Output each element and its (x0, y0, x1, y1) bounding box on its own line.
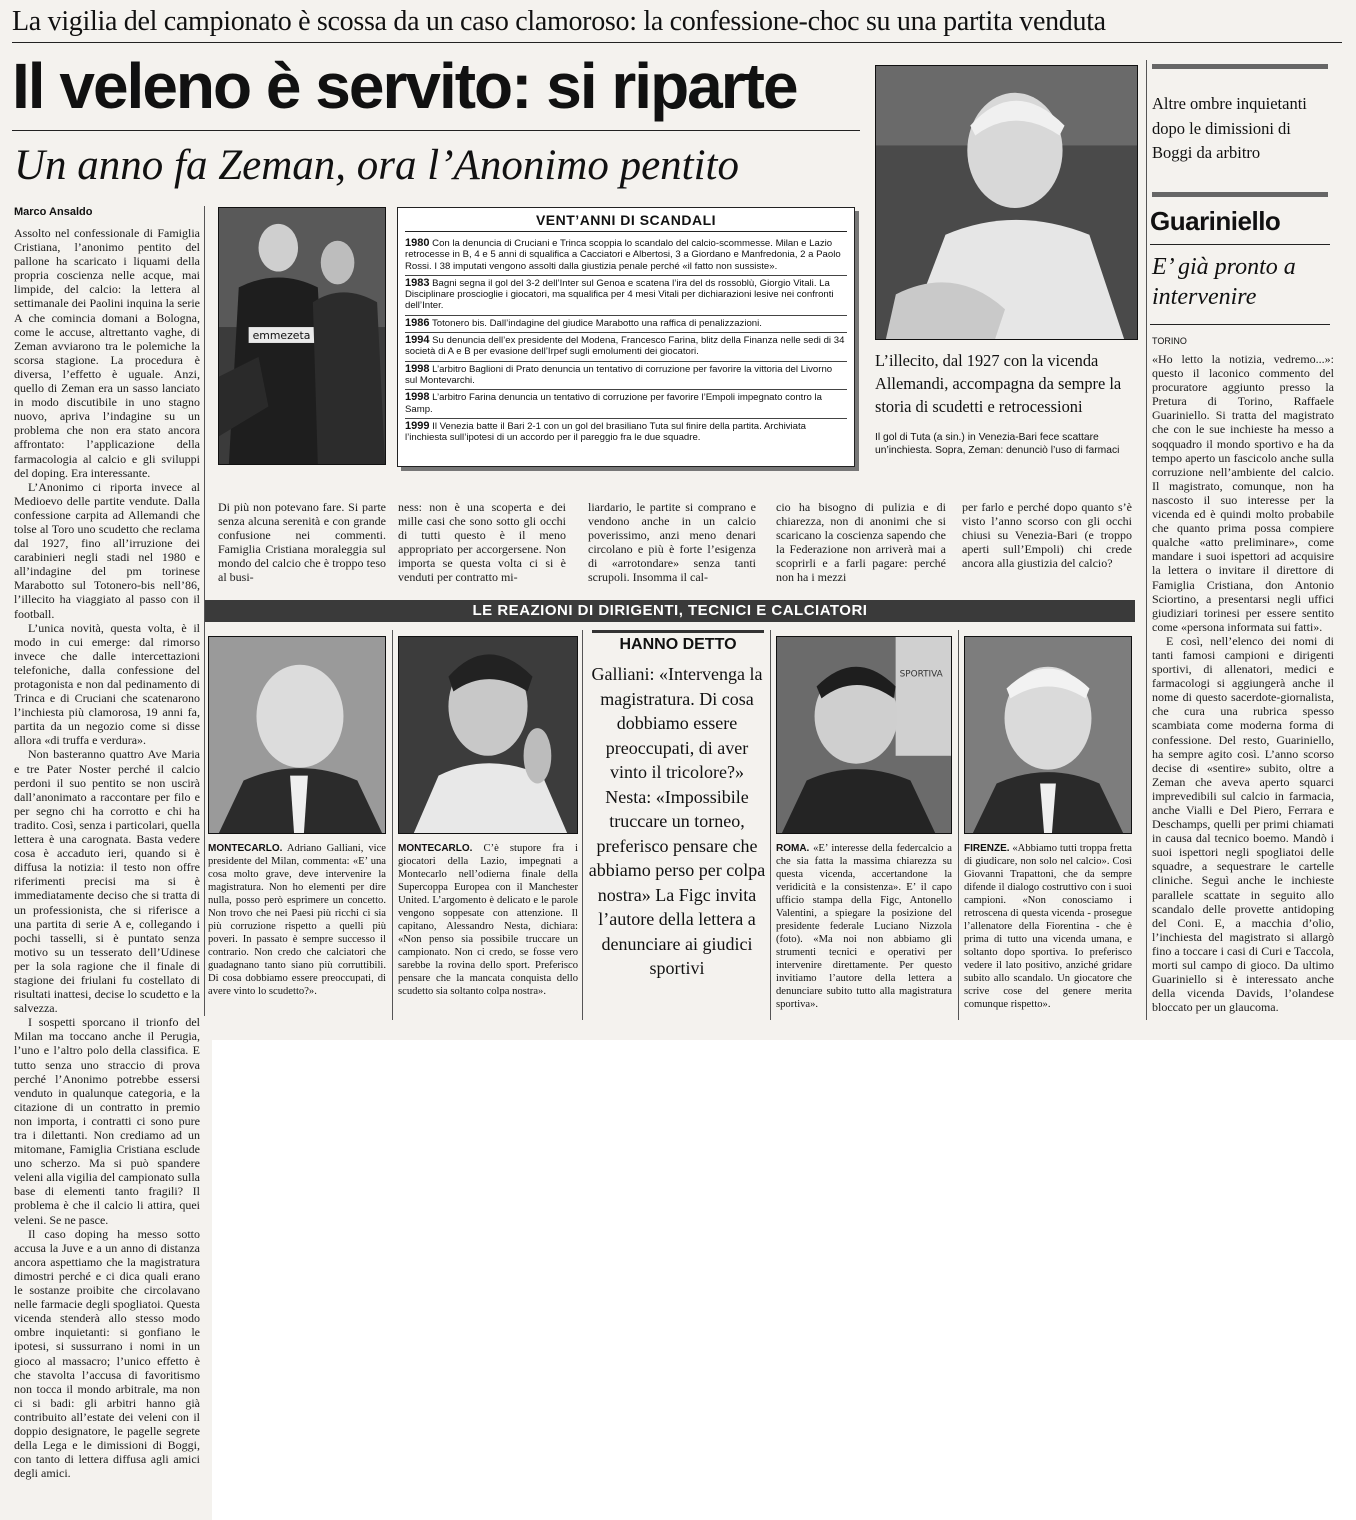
reaction-dateline: MONTECARLO. (398, 843, 473, 854)
timeline-text: Il Venezia batte il Bari 2-1 con un gol del brasiliano Tuta sul finire della partita. Archiviata l’inchiesta sull’ipotesi di un accordo per il pareggio fra le due squadre. (405, 420, 806, 444)
nesta-photo (398, 636, 578, 834)
football-players-photo (218, 207, 386, 465)
article-paragraph: I sospetti sporcano il trionfo del Milan ma toccano anche il Perugia, l’uno e l’altro polo della classifica. E tutto senza uno straccio di prova perché l’Anonimo potrebbe essersi venduto in qualunque categoria, e la citazione di un contratto in premio non importa, i contratti ci sono pure tra i dilettanti. Non crediamo ad un mitomane, Famiglia Cristiana esclude uno scherzo. Ma si può spandere veleni alla vigilia del campionato sulla base di elementi tanto fragili? Il problema è che il calcio li attira, quei veleni. Se ne pasce. (14, 1015, 200, 1227)
article-paragraph: Non basteranno quattro Ave Maria e tre Pater Noster perché il calcio perdoni il suo pentito se non uscirà dall’anonimato a raccontare per filo e per segno chi ha corrotto e chi ha tradito. Così, senza i particolari, quella lettera è una carognata. Basta vedere cosa è accaduto ieri, quando si è diffusa la notizia: il testo non offre riferimenti precisi ma si è immediatamente deciso che si tratta di un professionista, che si riferisce a una partita di serie A e, collegando i pochi tasselli, si è puntato senza motivo su un tesserato dell’Udinese per la sola ragione che il finale di stagione dei friulani fu costellato di risultati inattesi, decise lo scudetto e la salvezza. (14, 747, 200, 1016)
sidebar-subtitle-rule (1150, 324, 1330, 325)
hanno-detto-bar (592, 630, 764, 633)
timeline-item (405, 362, 847, 391)
main-article-column (14, 226, 200, 1516)
article-continuation-col: Di più non potevano fare. Si parte senza alcuna serenità e con grande confusione nei commenti. Famiglia Cristiana moraleggia sul mondo del calcio che è troppo teso al busi- (218, 500, 386, 585)
headline-rule (12, 130, 860, 131)
timeline-text: Bagni segna il gol del 3-2 dell’Inter sul Genoa e scatena l’ira del ds rossoblù, Giorgio Vitali. La Disciplinare proscioglie i giocatori, ma squalifica per 4 mesi Vitali per dichiarazioni lesive nei confronti dell’Inter. (405, 277, 834, 312)
article-continuation-col: per farlo e perché dopo quanto s’è visto l’anno scorso con gli occhi chiusi su Venezia-Bari (e troppo aperti sull’Empoli) chi crede ancora alla giustizia del calcio? (962, 500, 1132, 571)
sidebar-subtitle: E’ già pronto a intervenire (1152, 254, 1296, 310)
reaction-dateline: ROMA. (776, 843, 810, 854)
article-paragraph: Assolto nel confessionale di Famiglia Cristiana, l’anonimo pentito del pallone ha scaricato i liquami della propria coscienza nelle acque, mai limpide, del calcio: la lettera al settimanale dei Paolini inquina la serie A che comincia domani a Bologna, come le accuse, altrettanto vaghe, di Zeman avviarono tra le polemiche la scorsa stagione. La procedura è diversa, l’effetto è uguale. Anzi, quello di Zeman era un sasso lanciato in modo discutibile in uno stagno nuovo, apriva l’indagine su un problema che non era stato ancora affrontato: l’applicazione della farmacologia al calcio e gli sviluppi del doping. Era interessante. (14, 226, 200, 480)
firenze-reaction (964, 842, 1132, 1011)
timeline-year: 1998 (405, 391, 430, 404)
article-continuation-col: ness: non è una scoperta e dei mille casi che sono sotto gli occhi di tutti questo è il meno appropriato per accorgersene. Non importa se questa volta ci si è venduti per contratto mi- (398, 500, 566, 585)
hanno-detto-title: HANNO DETTO (619, 636, 737, 653)
timeline-text: Su denuncia dell’ex presidente del Modena, Francesco Farina, blitz della Finanza nelle sedi di 34 società di A e B per evasione dell’Irpef sugli emolumenti dei giocatori. (405, 335, 845, 358)
column-divider (958, 630, 959, 1020)
article-paragraph: L’Anonimo ci riporta invece al Medioevo delle partite vendute. Dalla confessione carpita ad Allemandi che tolse al Toro uno scudetto che reclama dal 1927, fino all’irruzione dei carabinieri negli stadi nel 1980 e all’indagine del pm torinese Marabotto sul Totonero-bis nell’86, l’illecito ha viaggiato al passo con il football. (14, 479, 200, 621)
article-continuation-col: cio ha bisogno di pulizia e di chiarezza, non di anonimi che si scaricano la coscienza sapendo che la Federazione non arriverà mai a scoprirli e a farli pagare: perché non ha i mezzi (776, 500, 946, 585)
nesta-reaction (398, 842, 578, 998)
kicker-rule (12, 42, 1342, 43)
sidebar-dateline: TORINO (1152, 336, 1187, 346)
zeman-caption-headline: L’illecito, dal 1927 con la vicenda Allemandi, accompagna da sempre la storia di scudetti e retrocessioni (875, 351, 1122, 416)
headline: Il veleno è servito: si riparte (12, 50, 797, 122)
photo-caption: Il gol di Tuta (a sin.) in Venezia-Bari fece scattare un’inchiesta. Sopra, Zeman: denunciò l’uso di farmaci (875, 432, 1120, 456)
nizzola-photo (776, 636, 952, 834)
subhead: Un anno fa Zeman, ora l’Anonimo pentito (14, 142, 739, 189)
galliani-photo (208, 636, 386, 834)
sidebar-top-bar (1152, 64, 1328, 69)
column-divider (392, 630, 393, 1020)
timeline-year: 1980 (405, 237, 430, 249)
sidebar-teaser: Altre ombre inquietanti dopo le dimissioni di Boggi da arbitro (1152, 94, 1307, 162)
article-paragraph: L’unica novità, questa volta, è il modo in cui emerge: dal rimorso invece che dalle intercettazioni telefoniche, dalla confessione del protagonista e non dal pedinamento di Trinca e di Cruciani che scatenarono l’inchiesta più clamorosa, 19 anni fa, partita da un negozio come si disse allora «di truffa e verdura». (14, 620, 200, 748)
zeman-photo (875, 65, 1138, 340)
timeline-year: 1994 (405, 334, 430, 347)
timeline-year: 1983 (405, 276, 430, 289)
timeline-item (405, 390, 847, 419)
sidebar-paragraph: E così, nell’elenco dei nomi di tanti famosi campioni e dirigenti sportivi, di allenatori, medici e farmacologi si aggiungerà anche il nome di questo sacerdote-giornalista, che cura una rubrica spesso scambiata come moderna forma di confessione. Del resto, Guariniello, ha sempre agito così. L’anno scorso decise di «sentire» subito, oltre a Zeman che aveva aperto squarci imprevedibili sul calcio in farmacia, anche Vialli e Del Piero, Ferrara e Deschamps, quelli per primi chiamati in causa dal tecnico boemo. Mandò i suoi ispettori negli spogliatoi delle squadre, a sequestrare le cartelle cliniche. Seguì anche le inchieste parallele scattate in seguito allo scandalo delle provette antidoping del Coni. E, a macchia d’olio, l’inchiesta del magistrato si allargò fino a toccare i casi di Curi e Taccola, morti sul campo di gioco. Da ultimo Guariniello si è interessato anche della vicenda Davids, l’olandese bloccato per un glaucoma. (1152, 633, 1334, 1015)
timeline-text: Con la denuncia di Cruciani e Trinca scoppia lo scandalo del calcio-scommesse. Milan e Lazio retrocesse in B, 4 e 5 anni di squalifica a Cacciatori e Albertosi, 3 a Giordano e Manfredonia, 2 a Paolo Rossi. I 38 imputati vengono assolti dalla giustizia penale perché «il fatto non sussiste». (405, 238, 841, 272)
timeline-year: 1999 (405, 419, 430, 432)
galliani-reaction (208, 842, 386, 998)
reaction-text: Adriano Galliani, vice presidente del Milan, commenta: «E’ una cosa molto grave, deve intervenire la magistratura. Non ho elementi per dire nulla, posso però esprimere un concetto. Non trovo che nei Paesi più ricchi ci sia più corruzione rispetto a quelli più poveri. In passato è sempre successo il contrario. Non credo che calciatori che guadagnano tanto siano più corruttibili. Di cosa dobbiamo essere preoccupati, di avere vinto lo scudetto?». (208, 843, 386, 997)
timeline-year: 1986 (405, 316, 430, 329)
reaction-text: «Abbiamo tutti troppa fretta di giudicare, non solo nel calcio». Così Giovanni Trapattoni, che da sempre difende il dialogo costruttivo con i suoi campioni. «Non conosciamo i retroscena di questa vicenda - prosegue l’allenatore della Fiorentina - che è prima di tutto una vicenda umana, e soltanto dopo sportiva. Io preferisco vedere il lato positivo, anziché gridare subito allo scandalo. Un giocatore che scrive cose del genere merita comunque rispetto». (964, 843, 1132, 1010)
scandals-box-title: VENT’ANNI DI SCANDALI (405, 212, 847, 232)
article-continuation-col: liardario, le partite si comprano e vendono anche in un calcio poverissimo, anzi meno denari circolano e più è forte l’esigenza di «arrotondare» senza tanti scrupoli. Insomma il cal- (588, 500, 756, 585)
timeline-item (405, 333, 847, 362)
timeline-year: 1998 (405, 362, 430, 375)
timeline-text: Totonero bis. Dall’indagine del giudice Marabotto una raffica di penalizzazioni. (431, 317, 762, 329)
byline: Marco Ansaldo (14, 206, 93, 218)
timeline-item (405, 316, 847, 333)
timeline-item (405, 276, 847, 316)
sidebar-divider (1146, 60, 1147, 1020)
timeline-item (405, 419, 847, 447)
reactions-banner: LE REAZIONI DI DIRIGENTI, TECNICI E CALCIATORI (205, 600, 1135, 622)
scandals-timeline-box (397, 207, 855, 467)
trapattoni-photo (964, 636, 1132, 834)
reaction-text: «E’ interesse della federcalcio a che sia fatta la massima chiarezza su questa vicenda, accertandone la veridicità e la consistenza». E’ il capo ufficio stampa della Figc, Antonello Valentini, a spiegare la posizione del presidente federale Luciano Nizzola (foto). «Ma noi non abbiamo gli strumenti tecnici e operativi per intervenire direttamente. Per questo invitiamo l’autore della lettera a denunciare subito tutto alla magistratura sportiva». (776, 843, 952, 1010)
timeline-item (405, 236, 847, 276)
column-divider (582, 630, 583, 1020)
sidebar-paragraph: «Ho letto la notizia, vedremo...»: questo il laconico commento del procuratore aggiunto presso la Pretura di Torino, Raffaele Guariniello. Si tratta del magistrato che con le sue inchieste ha messo a soqquadro il mondo sportivo e ha da tempo aperto un fascicolo anche sulla corruzione nell’ambiente del calcio. Il magistrato, comunque, non ha nascosto il suo interesse per la vicenda ed è quindi molto probabile che quanto prima possa compiere qualche «atto preliminare», come mandare i suoi ispettori ad acquisire la lettera o invitare il direttore di Famiglia Cristiana, don Antonio Sciortino, a presentarsi negli uffici giudiziari torinesi per essere sentito come «persona informata sui fatti». (1152, 352, 1334, 634)
reaction-text: C’è stupore fra i giocatori della Lazio, impegnati a Montecarlo nell’odierna finale della Supercoppa Europea con il Manchester United. L’argomento è delicato e le parole vengono soppesate con attenzione. Il capitano, Alessandro Nesta, dichiara: «Non penso sia possibile truccare un campionato. Non ci credo, se fosse vero sarebbe la rovina dello sport. Preferisco pensare che la mancata conquista dello scudetto sia soltanto colpa nostra». (398, 843, 578, 997)
sidebar-title: Guariniello (1150, 206, 1281, 236)
sidebar-body (1152, 352, 1334, 1020)
sidebar-title-rule (1150, 244, 1330, 245)
reaction-dateline: FIRENZE. (964, 843, 1010, 854)
banner-fragment-text: SPORTIVA (899, 669, 943, 680)
jersey-sponsor-text: emmezeta (252, 328, 311, 342)
timeline-text: L’arbitro Farina denuncia un tentativo di corruzione per favorire l’Empoli impegnato contro la Samp. (405, 392, 822, 415)
timeline-text: L’arbitro Baglioni di Prato denuncia un tentativo di corruzione per favorire la vittoria del Livorno sul Montevarchi. (405, 363, 833, 386)
kicker: La vigilia del campionato è scossa da un caso clamoroso: la confessione-choc su una partita venduta (12, 6, 1106, 37)
hanno-detto-quotes: Galliani: «Intervenga la magistratura. Di cosa dobbiamo essere preoccupati, di aver vinto il tricolore?» Nesta: «Impossibile truccare un torneo, preferisco pensare che abbiamo perso per colpa nostra» La Figc invita l’autore della lettera a denunciare ai giudici sportivi (588, 664, 766, 978)
column-divider (770, 630, 771, 1020)
sidebar-title-bar (1152, 192, 1328, 197)
article-paragraph: Il caso doping ha messo sotto accusa la Juve e a un anno di distanza ancora aspettiamo che la magistratura dimostri perché e ci dica quali erano le sostanze proibite che circolavano nelle farmacie degli spogliatoi. Questa vicenda stenderà allo stesso modo ombre inquietanti: si gonfiano le ipotesi, si sussurrano i nomi in un gioco al massacro; l’unico effetto è che stavolta l’accusa di favoritismo non tocca il mondo arbitrale, ma non ci si badi: gli arbitri hanno già contribuito all’estate dei veleni con il doppio designatore, le pagelle segrete della Lega e le dimissioni di Boggi, con tanto di lettera diffusa agli amici degli amici. (14, 1226, 200, 1481)
reaction-dateline: MONTECARLO. (208, 843, 283, 854)
roma-reaction (776, 842, 952, 1011)
